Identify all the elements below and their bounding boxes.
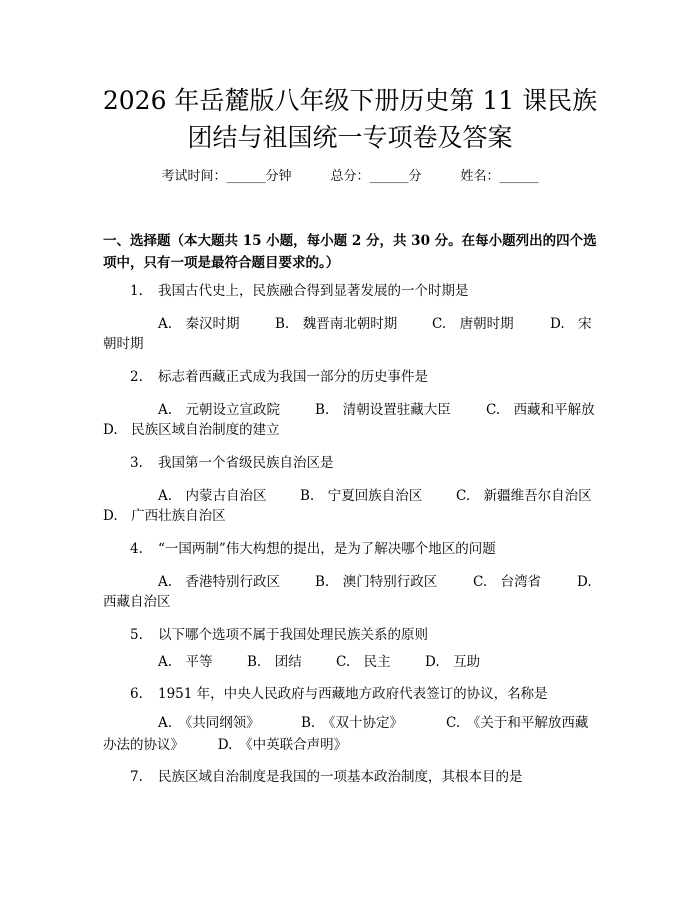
question-number: 1. [130, 283, 143, 299]
option-b: B. 团结 [247, 654, 302, 670]
question-2-continuation: D. 民族区域自治制度的建立 [103, 422, 280, 438]
option-d: D. 宋 [550, 316, 592, 332]
question-3 [130, 452, 334, 474]
question-7 [130, 766, 523, 788]
section-heading-line-1: 一、选择题（本大题共 15 小题，每小题 2 分，共 30 分。在每小题列出的四个选 [103, 233, 597, 249]
option-a: A. 平等 [158, 654, 213, 670]
option-b: B. 魏晋南北朝时期 [275, 316, 398, 332]
question-1-options [158, 313, 592, 335]
question-4-options [158, 571, 592, 593]
exam-time: 考试时间：______分钟 [161, 169, 292, 184]
option-a: A. 元朝设立宣政院 [158, 402, 281, 418]
option-a: A. 《共同纲领》 [158, 715, 260, 731]
document-title-line-2: 团结与祖国统一专项卷及答案 [187, 123, 513, 152]
document-title-line-1: 2026 年岳麓版八年级下册历史第 11 课民族 [102, 86, 598, 115]
question-stem: 我国第一个省级民族自治区是 [158, 455, 334, 471]
question-3-options [158, 485, 592, 507]
option-c: C. 唐朝时期 [432, 316, 514, 332]
question-4-continuation: 西藏自治区 [103, 594, 171, 610]
question-1-continuation: 朝时期 [103, 336, 144, 352]
option-b: B. 《双十协定》 [301, 715, 403, 731]
question-stem: “一国两制”伟大构想的提出，是为了解决哪个地区的问题 [158, 541, 496, 557]
option-a: A. 内蒙古自治区 [158, 488, 267, 504]
section-heading-line-2: 项中，只有一项是最符合题目要求的。） [103, 255, 340, 271]
option-d: D. 互助 [425, 654, 481, 670]
question-stem: 1951 年，中央人民政府与西藏地方政府代表签订的协议，名称是 [158, 686, 548, 702]
question-stem: 标志着西藏正式成为我国一部分的历史事件是 [158, 369, 428, 385]
question-3-continuation: D. 广西壮族自治区 [103, 508, 226, 524]
question-number: 3. [130, 455, 143, 471]
exam-info [0, 166, 700, 188]
question-6-continuation: 办法的协议》 D. 《中英联合声明》 [103, 737, 348, 753]
question-number: 5. [130, 627, 143, 643]
option-c: C. 西藏和平解放 [486, 402, 595, 418]
question-number: 2. [130, 369, 143, 385]
question-number: 7. [130, 769, 143, 785]
option-b: B. 澳门特别行政区 [315, 574, 438, 590]
question-4 [130, 538, 496, 560]
total-score: 总分：______分 [330, 169, 422, 184]
student-name: 姓名：______ [460, 169, 539, 184]
question-number: 6. [130, 686, 143, 702]
option-a: A. 秦汉时期 [158, 316, 240, 332]
option-c: C. 新疆维吾尔自治区 [456, 488, 592, 504]
question-5-options [158, 651, 480, 673]
question-6-options [158, 712, 588, 734]
option-c: C. 台湾省 [473, 574, 542, 590]
option-c: C. 民主 [336, 654, 391, 670]
option-c: C. 《关于和平解放西藏 [446, 715, 589, 731]
question-stem: 民族区域自治制度是我国的一项基本政治制度，其根本目的是 [158, 769, 523, 785]
option-b: B. 宁夏回族自治区 [300, 488, 423, 504]
question-6 [130, 683, 548, 705]
question-number: 4. [130, 541, 143, 557]
question-stem: 我国古代史上，民族融合得到显著发展的一个时期是 [158, 283, 469, 299]
option-a: A. 香港特别行政区 [158, 574, 281, 590]
option-b: B. 清朝设置驻藏大臣 [315, 402, 451, 418]
question-stem: 以下哪个选项不属于我国处理民族关系的原则 [158, 627, 428, 643]
question-2-options [158, 399, 595, 421]
option-d: D. [577, 574, 592, 590]
question-1 [130, 280, 469, 302]
question-5 [130, 624, 428, 646]
question-2 [130, 366, 428, 388]
